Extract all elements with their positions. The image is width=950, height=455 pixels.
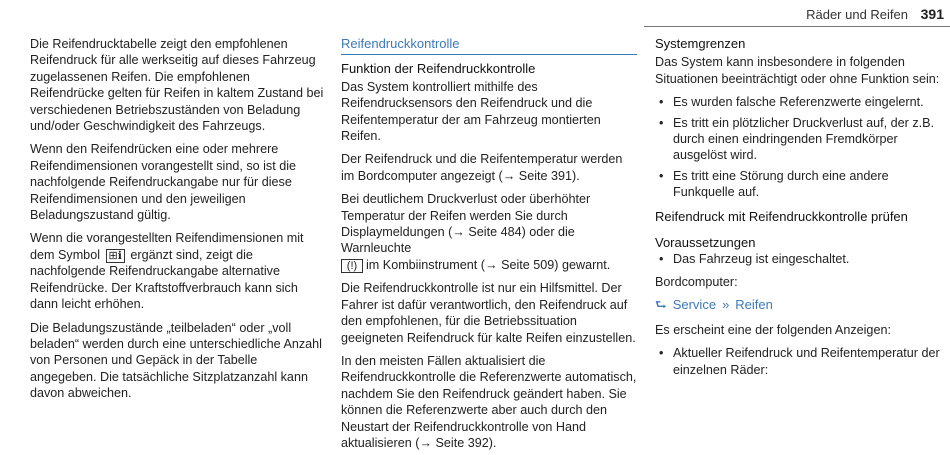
tire-info-symbol-icon: ⊞ℹ bbox=[106, 249, 125, 263]
requirements-title: Voraussetzungen bbox=[655, 235, 756, 251]
header-title: Räder und Reifen bbox=[806, 7, 908, 22]
requirements-list bbox=[655, 251, 945, 267]
page-number: 391 bbox=[920, 6, 944, 22]
column-middle bbox=[341, 36, 637, 455]
paragraph-bordcomputer: Der Reifendruck und die Reifentemperatur werden im Bordcomputer angezeigt (→ Seite 391). bbox=[341, 152, 623, 183]
header-rule bbox=[644, 26, 950, 27]
list-item: • Das Fahrzeug ist eingeschaltet. bbox=[655, 251, 945, 267]
column-left bbox=[30, 36, 326, 409]
paragraph-system-limits: Das System kann insbesondere in folgenden Situationen beeinträchtigt oder ohne Funktion sein: bbox=[655, 55, 940, 86]
section-title: Reifendruckkontrolle bbox=[341, 36, 637, 55]
display-list bbox=[655, 345, 945, 378]
list-item: • Es tritt ein plötzlicher Druckverlust auf, der z.B. durch einen eindringenden Fremdkörper ausgelöst wird. bbox=[655, 115, 945, 164]
list-item: • Es tritt eine Störung durch eine andere Funkquelle auf. bbox=[655, 168, 945, 201]
menu-item-tires: Reifen bbox=[735, 297, 773, 313]
paragraph-tire-dimensions: Wenn den Reifendrücken eine oder mehrere Reifendimensionen vorangestellt sind, so ist die nachfolgende Reifendruckangabe nur für diese Reifendimensionen und den jeweiligen Beladungszustand gültig. bbox=[30, 142, 297, 223]
paragraph-text: ergänzt sind, zeigt die nachfolgende Reifendruckangabe alternative Reifendrücke. Der Kraftstoffverbrauch kann sich dann leicht erhöhen. bbox=[30, 247, 298, 312]
paragraph-driver-responsibility: Die Reifendruckkontrolle ist nur ein Hilfsmittel. Der Fahrer ist dafür verantwortlich, den Reifendruck auf den empfohlenen, für die Betriebssituation geeigneten Reifendruck für kalte Reifen einzustellen. bbox=[341, 281, 636, 345]
menu-arrow-icon: ⮑ bbox=[655, 297, 667, 313]
system-limits-list bbox=[655, 94, 945, 200]
menu-path bbox=[655, 297, 945, 313]
check-pressure-title: Reifendruck mit Reifendruckkontrolle prüfen bbox=[655, 208, 908, 224]
chevron-right-icon: » bbox=[722, 297, 730, 313]
tire-warning-lamp-icon: (!) bbox=[341, 259, 363, 273]
paragraph-warning bbox=[341, 191, 637, 273]
list-item: • Es wurden falsche Referenzwerte eingelernt. bbox=[655, 94, 945, 110]
paragraph-text: im Kombiinstrument (→ Seite 509) gewarnt. bbox=[366, 257, 611, 272]
menu-item-service: Service bbox=[672, 297, 717, 313]
paragraph-text: Bei deutlichem Druckverlust oder überhöhter Temperatur der Reifen werden Sie durch Displaymeldungen (→ Seite 484) oder die Warnleuchte bbox=[341, 192, 591, 256]
paragraph-display: Es erscheint eine der folgenden Anzeigen: bbox=[655, 322, 891, 337]
system-limits-title: Systemgrenzen bbox=[655, 36, 746, 51]
column-right bbox=[655, 36, 945, 384]
paragraph-reference-values: In den meisten Fällen aktualisiert die Reifendruckkontrolle die Referenzwerte automatisch, nachdem Sie den Reifendruck geändert haben. Sie können die Referenzwerte aber auch durch den Neustart der Reifendruckkontrolle von Hand aktualisieren (→ Seite 392). bbox=[341, 353, 637, 450]
paragraph-alternative-pressure bbox=[30, 230, 326, 312]
paragraph-text: Wenn die vorangestellten Reifendimensionen mit dem Symbol bbox=[30, 231, 304, 262]
list-item: • Aktueller Reifendruck und Reifentemperatur der einzelnen Räder: bbox=[655, 345, 945, 378]
subsection-title: Funktion der Reifendruckkontrolle bbox=[341, 61, 536, 77]
paragraph-system-function: Das System kontrolliert mithilfe des Reifendrucksensors den Reifendruck und die Reifentemperatur der am Fahrzeug montierten Reifen. bbox=[341, 79, 601, 144]
bordcomputer-label: Bordcomputer: bbox=[655, 274, 738, 289]
paragraph-tire-table: Die Reifendrucktabelle zeigt den empfohlenen Reifendruck für alle werkseitig auf dieses Fahrzeug zugelassenen Reifen. Die empfohlenen Reifendrücke gelten für Reifen in kaltem Zustand bei verschiedenen Betriebszuständen von Beladung und/oder Geschwindigkeit des Fahrzeugs. bbox=[30, 37, 324, 134]
paragraph-load-states: Die Beladungszustände „teilbeladen“ oder „voll beladen“ werden durch eine unterschiedliche Anzahl von Personen und Gepäck in der Tabelle angegeben. Die tatsächliche Sitzplatzanzahl kann davon abweichen. bbox=[30, 320, 322, 401]
page-header bbox=[0, 0, 950, 28]
